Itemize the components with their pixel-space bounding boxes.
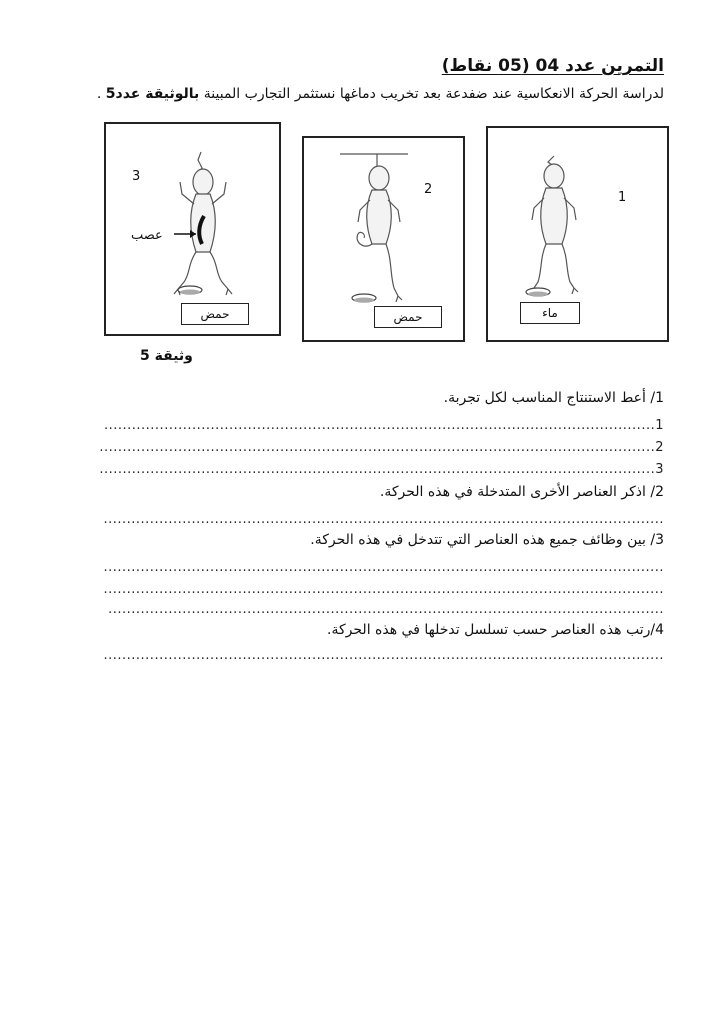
question-3: 3/ بين وظائف جميع هذه العناصر التي تتدخل في هذه الحركة. xyxy=(310,532,664,548)
answer-line: ......................................................................................................................... xyxy=(103,648,664,663)
solution-label: حمض xyxy=(181,303,249,325)
experiment-number: 3 xyxy=(132,169,141,184)
answer-line: 3........................................................................................................................ xyxy=(99,462,664,477)
experiment-3-box xyxy=(104,122,281,336)
answer-line: 2........................................................................................................................ xyxy=(99,440,664,455)
exercise-title: التمرين عدد 04 (05 نقاط) xyxy=(441,56,664,76)
answer-line: ......................................................................................................................... xyxy=(103,560,664,575)
experiment-number: 2 xyxy=(424,182,433,197)
intro-text xyxy=(54,86,664,102)
experiment-number: 1 xyxy=(618,190,627,205)
question-2: 2/ اذكر العناصر الأخرى المتدخلة في هذه الحركة. xyxy=(379,484,664,500)
question-4: 4/رتب هذه العناصر حسب تسلسل تدخلها في هذه الحركة. xyxy=(327,622,664,638)
question-1: 1/ أعط الاستنتاج المناسب لكل تجربة. xyxy=(443,390,664,406)
solution-label: حمض xyxy=(374,306,442,328)
experiment-2-box xyxy=(302,136,465,342)
nerve-label: عصب xyxy=(131,228,163,243)
solution-label: ماء xyxy=(520,302,580,324)
answer-line: ......................................................................................................................... xyxy=(103,582,664,597)
intro-end: . xyxy=(96,86,106,102)
answer-line: ......................................................................................................................... xyxy=(103,512,664,527)
answer-line: ........................................................................................................................ xyxy=(108,602,664,617)
answer-line: 1....................................................................................................................... xyxy=(103,418,664,433)
experiment-1-box xyxy=(486,126,669,342)
intro-bold: بالوثيقة عدد5 xyxy=(105,86,200,102)
intro-main: لدراسة الحركة الانعكاسية عند ضفدعة بعد تخريب دماغها نستثمر التجارب المبينة xyxy=(199,86,664,102)
figure-caption: وثيقة 5 xyxy=(140,348,193,364)
